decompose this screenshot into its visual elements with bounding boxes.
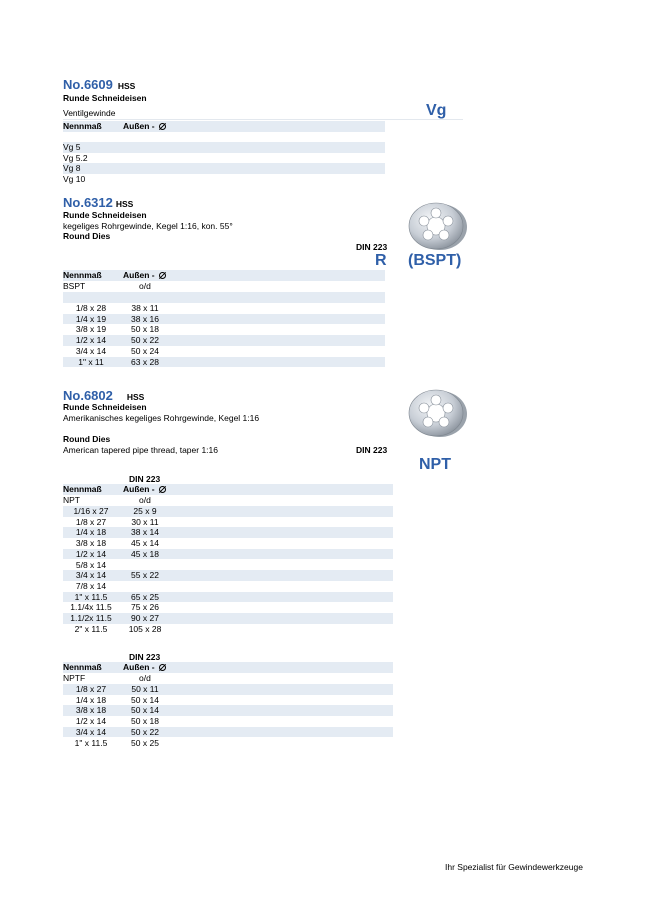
table-row xyxy=(63,570,393,581)
section-6802-thread-code: NPT xyxy=(419,456,451,473)
header-aussen: Außen - xyxy=(123,484,166,495)
subheader-od: o/d xyxy=(139,281,151,292)
section-6312-heading xyxy=(63,195,133,210)
table-row xyxy=(63,335,385,346)
subheader-bspt: BSPT xyxy=(63,281,86,292)
table-row xyxy=(63,314,385,325)
table-row xyxy=(63,684,393,695)
section-6609-subtitle: Runde Schneideisen xyxy=(63,93,147,103)
cell-size: 3/4 x 14 xyxy=(75,345,107,356)
table-row xyxy=(63,738,393,749)
header-nennmass: Nennmaß xyxy=(63,484,102,495)
cell-od: 38 x 16 xyxy=(131,313,159,324)
section-6312-thread-code-r: R xyxy=(375,252,387,269)
section-6312-description: kegeliges Rohrgewinde, Kegel 1:16, kon. 55° xyxy=(63,221,233,231)
header-aussen: Außen - xyxy=(123,270,166,281)
table-row xyxy=(63,506,393,517)
section-6802-material: HSS xyxy=(126,392,145,402)
cell-size: Vg 8 xyxy=(63,163,81,174)
section-6609-thread-code: Vg xyxy=(426,102,447,119)
cell-size: 1" x 11.5 xyxy=(74,737,108,748)
cell-od: 50 x 14 xyxy=(131,705,159,716)
table-header-row xyxy=(63,484,393,495)
cell-od: 50 x 25 xyxy=(131,737,159,748)
section-6802-subtitle: Runde Schneideisen xyxy=(63,402,147,412)
table-row xyxy=(63,727,393,738)
cell-size: 1/2 x 14 xyxy=(75,335,107,346)
cell-size: 1/4 x 19 xyxy=(75,313,107,324)
subheader-npt: NPT xyxy=(63,495,80,506)
cell-od: 50 x 14 xyxy=(131,694,159,705)
cell-od: 38 x 11 xyxy=(131,303,159,314)
cell-size: 1" x 11 xyxy=(78,356,104,367)
table-row-blank xyxy=(63,292,385,303)
section-6802-description: Amerikanisches kegeliges Rohrgewinde, Kegel 1:16 xyxy=(63,413,260,423)
cell-od: 25 x 9 xyxy=(133,506,157,517)
header-aussen: Außen - xyxy=(123,662,166,673)
table-row xyxy=(63,549,393,560)
cell-size: 3/8 x 18 xyxy=(75,705,107,716)
npt-table-din: DIN 223 xyxy=(129,474,161,484)
section-6312-din: DIN 223 xyxy=(356,242,388,252)
cell-size: 3/8 x 19 xyxy=(75,324,107,335)
cell-od: 50 x 11 xyxy=(131,684,159,695)
subheader-od: o/d xyxy=(139,673,151,684)
table-row xyxy=(63,517,393,528)
cell-size: 1.1/2x 11.5 xyxy=(70,613,112,624)
table-header-row xyxy=(63,662,393,673)
header-nennmass: Nennmaß xyxy=(63,121,102,132)
cell-od: 50 x 22 xyxy=(131,335,159,346)
table-row xyxy=(63,527,393,538)
header-nennmass: Nennmaß xyxy=(63,270,102,281)
cell-size: 5/8 x 14 xyxy=(75,559,107,570)
table-row xyxy=(63,303,385,314)
subheader-nptf: NPTF xyxy=(63,673,86,684)
cell-od: 45 x 14 xyxy=(131,538,159,549)
cell-od: 90 x 27 xyxy=(131,613,159,624)
cell-size: 3/4 x 14 xyxy=(75,726,107,737)
header-nennmass: Nennmaß xyxy=(63,662,102,673)
cell-size: Vg 5.2 xyxy=(63,152,88,163)
table-subheader-row xyxy=(63,281,385,292)
section-6802-number: No.6802 xyxy=(63,388,113,403)
cell-od: 75 x 26 xyxy=(131,602,159,613)
section-6312-material: HSS xyxy=(115,199,134,209)
table-row xyxy=(63,324,385,335)
table-row xyxy=(63,613,393,624)
table-row xyxy=(63,592,393,603)
round-die-image xyxy=(404,387,468,439)
section-6609-description: Ventilgewinde xyxy=(63,108,116,118)
table-subheader-row xyxy=(63,495,393,506)
section-6802-heading xyxy=(63,388,144,403)
section-6802-round-dies: Round Dies xyxy=(63,434,111,444)
table-row xyxy=(63,560,393,571)
table-row xyxy=(63,346,385,357)
cell-size: 3/4 x 14 xyxy=(75,570,107,581)
table-row xyxy=(63,538,393,549)
divider xyxy=(63,119,463,120)
table-row xyxy=(63,705,393,716)
section-6802-din: DIN 223 xyxy=(356,445,388,455)
table-header-row xyxy=(63,121,385,132)
cell-od: 105 x 28 xyxy=(128,623,162,634)
section-6312-subtitle: Runde Schneideisen xyxy=(63,210,147,220)
section-6609-number: No.6609 xyxy=(63,77,113,92)
cell-od: 50 x 24 xyxy=(131,345,159,356)
cell-size: 1/8 x 27 xyxy=(75,516,107,527)
table-row xyxy=(63,695,393,706)
table-row xyxy=(63,357,385,368)
table-row xyxy=(63,602,393,613)
cell-od: 65 x 25 xyxy=(131,591,159,602)
table-row xyxy=(63,716,393,727)
diameter-icon xyxy=(159,272,166,279)
round-die-image xyxy=(404,200,468,252)
table-header-row xyxy=(63,270,385,281)
cell-size: 1/2 x 14 xyxy=(75,548,107,559)
section-6609-material: HSS xyxy=(117,81,136,91)
cell-size: 1.1/4x 11.5 xyxy=(70,602,112,613)
cell-size: 1/8 x 28 xyxy=(75,303,107,314)
table-row xyxy=(63,624,393,635)
cell-od: 50 x 22 xyxy=(131,726,159,737)
section-6312-round-dies: Round Dies xyxy=(63,231,111,241)
cell-od: 63 x 28 xyxy=(131,356,159,367)
cell-size: 1/16 x 27 xyxy=(73,506,109,517)
section-6802-description-en: American tapered pipe thread, taper 1:16 xyxy=(63,445,218,455)
diameter-icon xyxy=(159,664,166,671)
cell-size: 1/2 x 14 xyxy=(75,716,107,727)
diameter-icon xyxy=(159,486,166,493)
nptf-table-din: DIN 223 xyxy=(129,652,161,662)
cell-size: 1/4 x 18 xyxy=(75,527,107,538)
section-6312-thread-code-bspt: (BSPT) xyxy=(408,252,462,269)
cell-size: 1/8 x 27 xyxy=(75,684,107,695)
header-aussen: Außen - xyxy=(123,121,166,132)
table-row xyxy=(63,163,385,174)
table-row xyxy=(63,581,393,592)
cell-od: 38 x 14 xyxy=(131,527,159,538)
section-6312-number: No.6312 xyxy=(63,195,113,210)
cell-size: 1/4 x 18 xyxy=(75,694,107,705)
cell-size: Vg 5 xyxy=(63,142,81,153)
cell-size: 1" x 11.5 xyxy=(74,591,108,602)
table-row xyxy=(63,174,385,185)
cell-od: 50 x 18 xyxy=(131,716,159,727)
cell-od: 55 x 22 xyxy=(131,570,159,581)
diameter-icon xyxy=(159,123,166,130)
cell-od: 30 x 11 xyxy=(131,516,159,527)
subheader-od: o/d xyxy=(139,495,151,506)
table-row xyxy=(63,142,385,153)
cell-size: Vg 10 xyxy=(63,174,86,185)
cell-size: 2" x 11.5 xyxy=(74,623,108,634)
cell-size: 7/8 x 14 xyxy=(75,580,107,591)
cell-od: 50 x 18 xyxy=(131,324,159,335)
cell-size: 3/8 x 18 xyxy=(75,538,107,549)
cell-od: 45 x 18 xyxy=(131,548,159,559)
section-6609-heading xyxy=(63,77,135,92)
table-row xyxy=(63,153,385,164)
table-subheader-row xyxy=(63,673,393,684)
footer-slogan: Ihr Spezialist für Gewindewerkzeuge xyxy=(445,862,583,872)
